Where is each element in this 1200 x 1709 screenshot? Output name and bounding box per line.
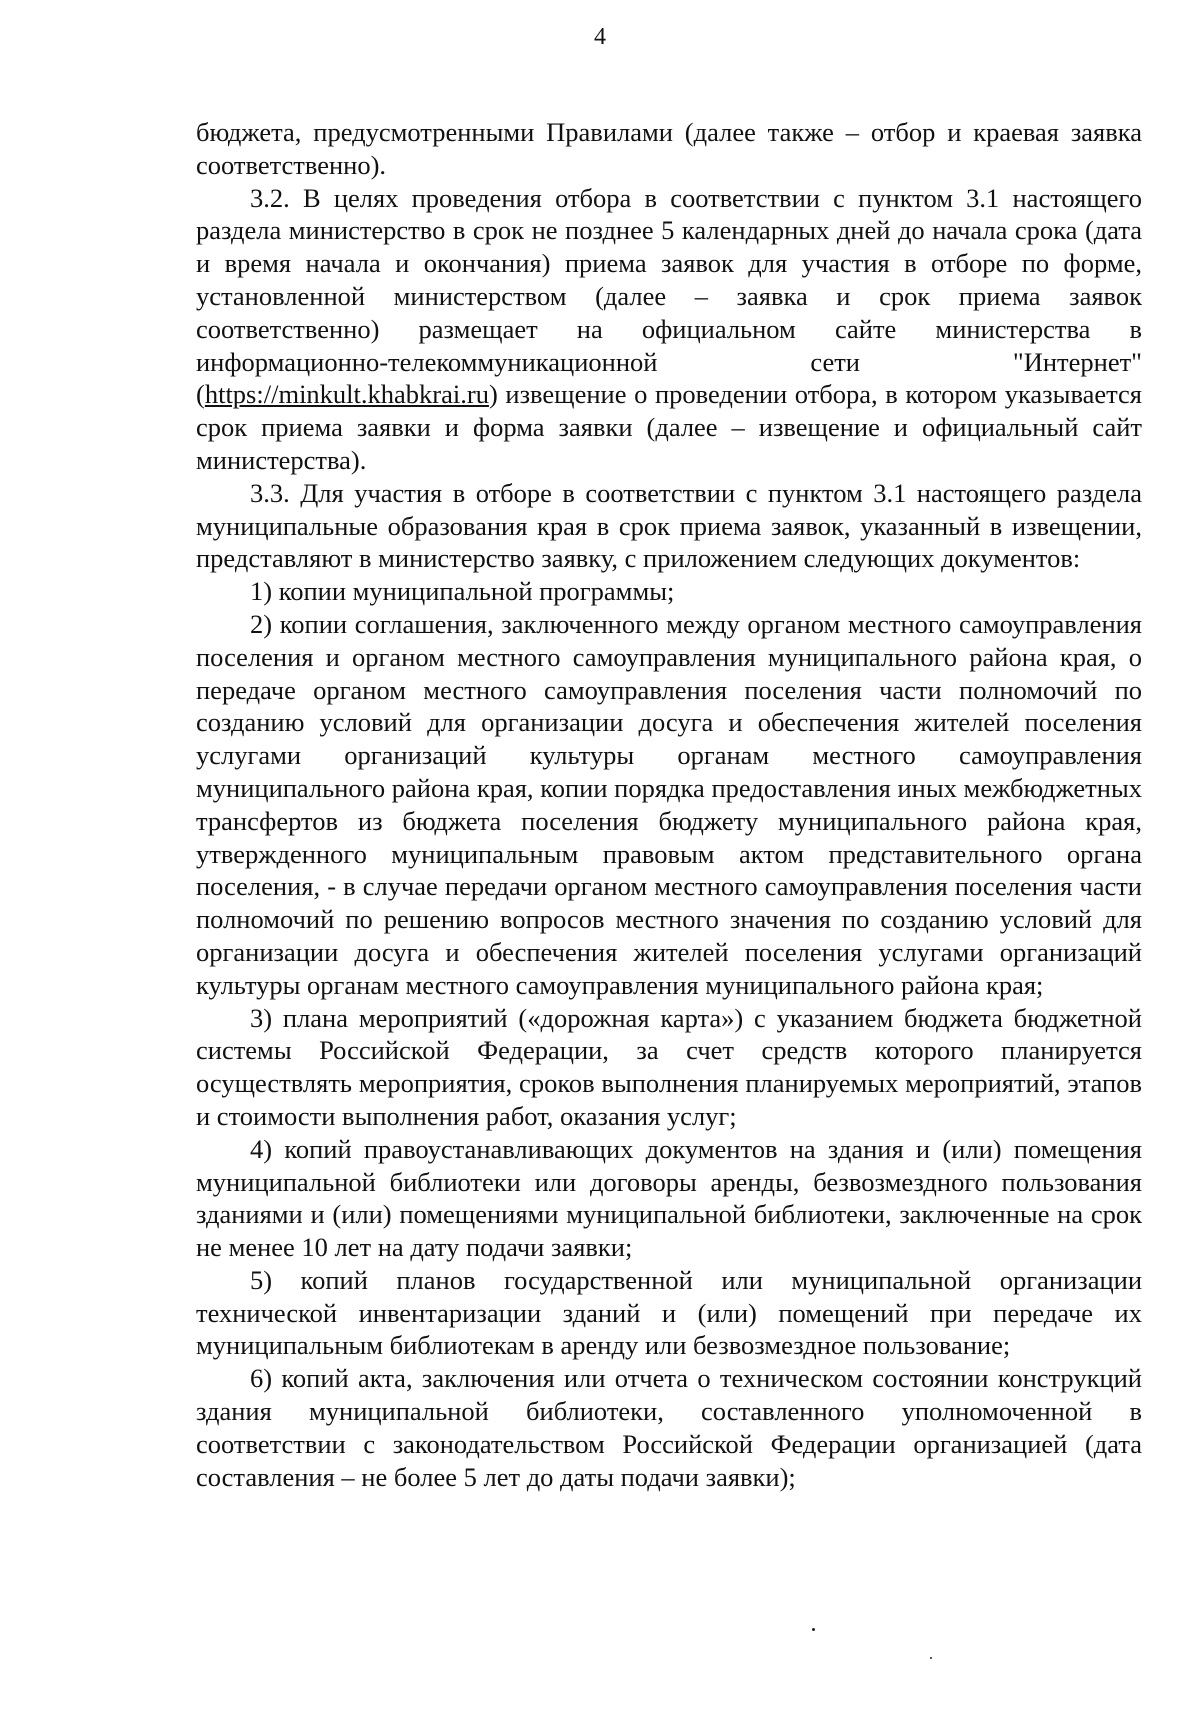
list-item-1 — [196, 575, 1142, 608]
paragraph-text: бюджета, предусмотренными Правилами (далее также – отбор и краевая заявка соответственно). — [196, 117, 1142, 180]
list-item-5 — [196, 1264, 1142, 1362]
document-body — [196, 116, 1142, 1493]
paragraph-text: 3.2. В целях проведения отбора в соответствии с пунктом 3.1 настоящего раздела министерство в срок не позднее 5 календарных дней до начала срока (дата и время начала и окончания) приема заявок для участия в отборе по форме, установленной министерством (далее – заявка и срок приема заявок соответственно) размещает на официальном сайте министерства в информационно-телекоммуникационной сети "Интернет" ( — [196, 182, 1142, 410]
paragraph-3-2 — [196, 182, 1142, 477]
list-item-text: 3) плана мероприятий («дорожная карта») с указанием бюджета бюджетной системы Российской Федерации, за счет средств которого планируется осуществлять мероприятия, сроков выполнения планируемых мероприятий, этапов и стоимости выполнения работ, оказания услуг; — [196, 1002, 1142, 1131]
list-item-text: 2) копии соглашения, заключенного между органом местного самоуправления поселения и органом местного самоуправления муниципального района края, о передаче органом местного самоуправления поселения части полномочий по созданию условий для организации досуга и обеспечения жителей поселения услугами организаций культуры органам местного самоуправления муниципального района края, копии порядка предоставления иных межбюджетных трансфертов из бюджета поселения бюджету муниципального района края, утвержденного муниципальным правовым актом представительного органа поселения, - в случае передачи органом местного самоуправления поселения части полномочий по решению вопросов местного значения по созданию условий для организации досуга и обеспечения жителей поселения услугами организаций культуры органам местного самоуправления муниципального района края; — [196, 608, 1142, 1000]
list-item-text: 5) копий планов государственной или муниципальной организации технической инвентаризации зданий и (или) помещений при передаче их муниципальным библиотекам в аренду или безвозмездное пользование; — [196, 1264, 1142, 1361]
list-item-4 — [196, 1133, 1142, 1264]
list-item-text: 6) копий акта, заключения или отчета о техническом состоянии конструкций здания муниципальной библиотеки, составленного уполномоченной в соответствии с законодательством Российской Федерации организацией (дата составления – не более 5 лет до даты подачи заявки); — [196, 1363, 1142, 1492]
list-item-text: 1) копии муниципальной программы; — [250, 576, 675, 607]
list-item-6 — [196, 1362, 1142, 1493]
paragraph-text: 3.3. Для участия в отборе в соответствии с пунктом 3.1 настоящего раздела муниципальные образования края в срок приема заявок, указанный в извещении, представляют в министерство заявку, с приложением следующих документов: — [196, 477, 1142, 574]
page-number: 4 — [594, 24, 606, 50]
scan-speck — [930, 1657, 932, 1659]
paragraph-3-3 — [196, 477, 1142, 575]
paragraph-text: ) извещение о проведении отбора, в котором указывается срок приема заявки и форма заявки (далее – извещение и официальный сайт министерства). — [196, 379, 1142, 475]
list-item-2 — [196, 608, 1142, 1002]
scan-speck — [812, 1628, 815, 1631]
paragraph-continuation — [196, 116, 1142, 182]
list-item-3 — [196, 1002, 1142, 1133]
ministry-site-link[interactable]: https://minkult.khabkrai.ru — [204, 379, 489, 410]
list-item-text: 4) копий правоустанавливающих документов на здания и (или) помещения муниципальной библиотеки или договоры аренды, безвозмездного пользования зданиями и (или) помещениями муниципальной библиотеки, заключенные на срок не менее 10 лет на дату подачи заявки; — [196, 1133, 1142, 1263]
